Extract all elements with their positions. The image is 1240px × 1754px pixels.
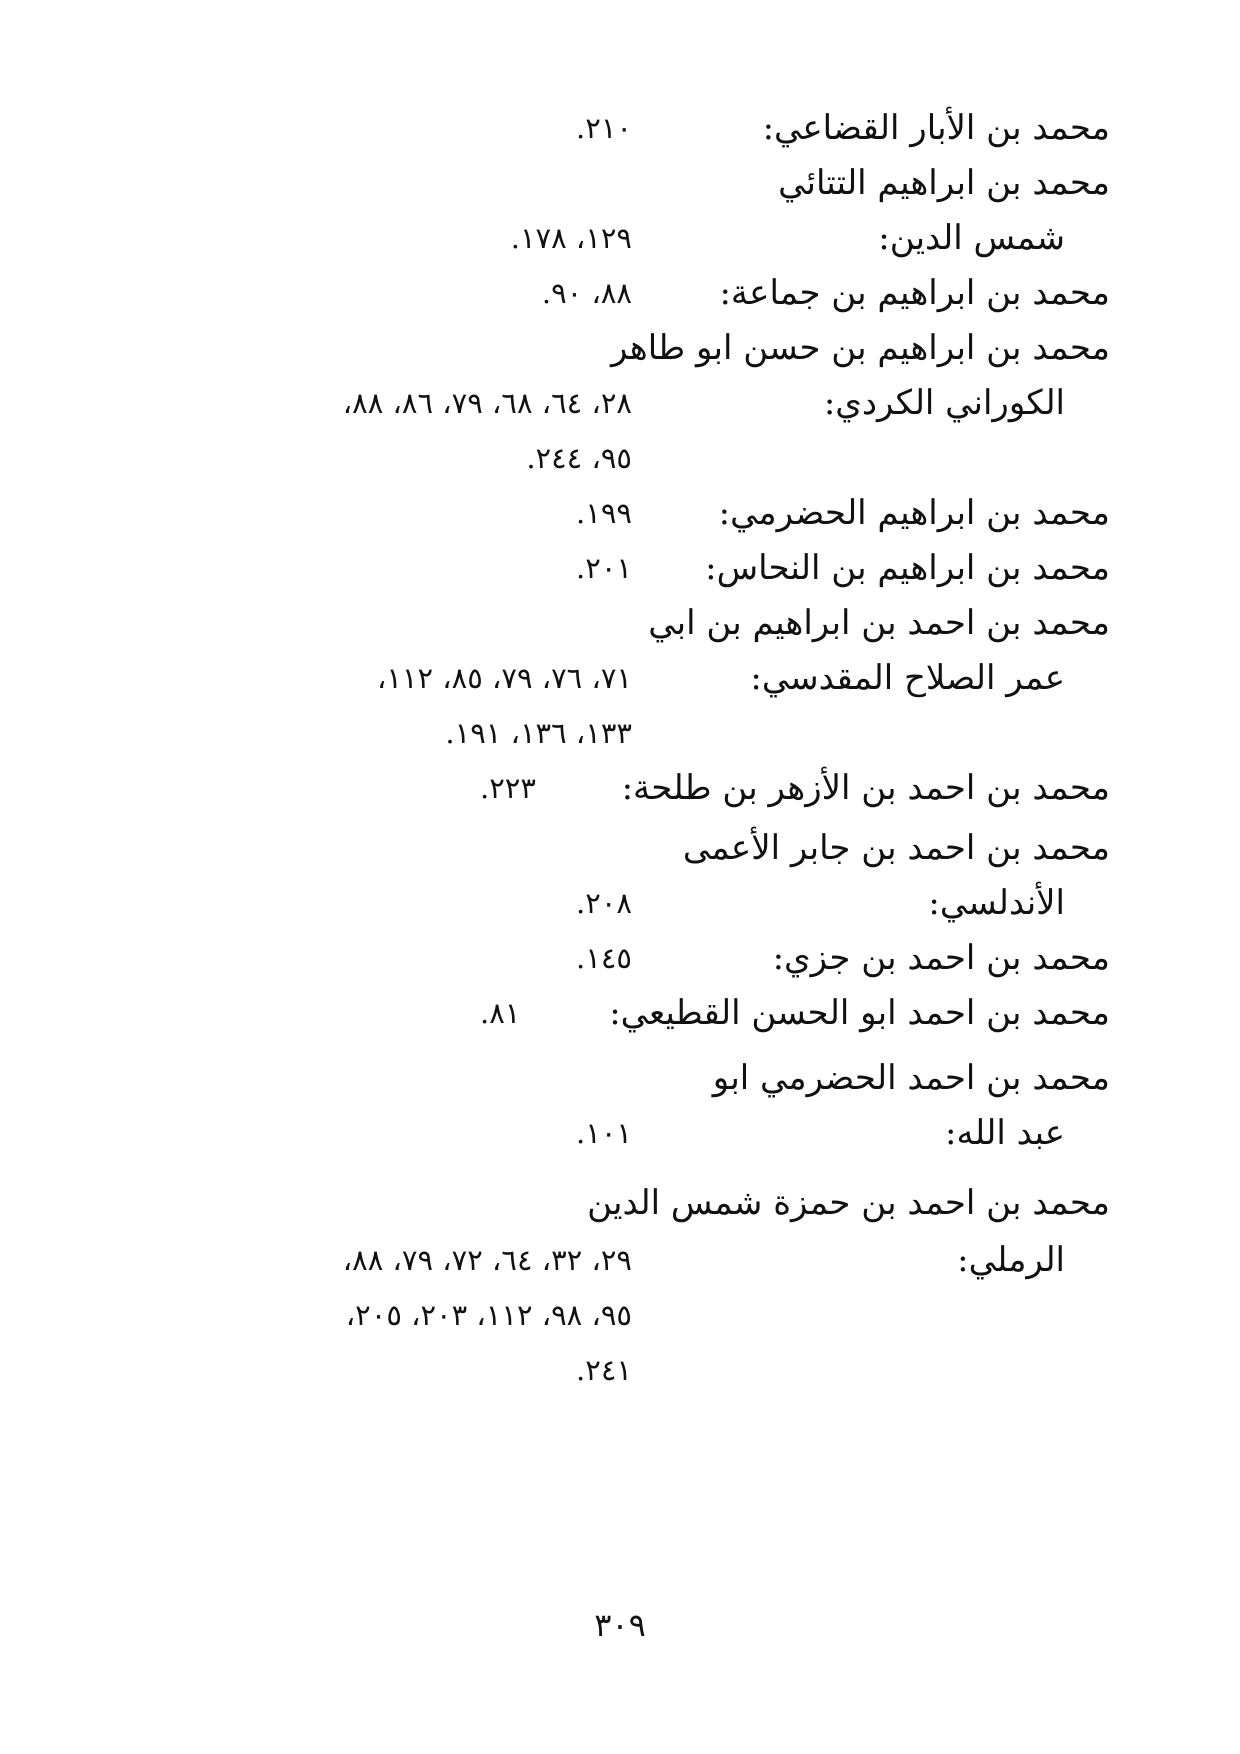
index-entry [0,593,1240,653]
entry-pages: ٢١٠. [576,111,632,145]
entry-name-continuation: عمر الصلاح المقدسي: [750,658,1065,698]
entry-pages: ١٩٩. [576,496,632,530]
index-entry [0,263,1240,323]
index-entry [0,1230,1240,1290]
index-entry [0,703,1240,763]
entry-name-continuation: الأندلسي: [928,883,1065,923]
entry-pages: ١٢٩، ١٧٨. [510,221,632,255]
index-entry [0,428,1240,488]
index-entry [0,1103,1240,1163]
entry-pages-continuation: ٩٥، ٢٤٤. [526,441,632,475]
index-entry [0,373,1240,433]
index-entry [0,1285,1240,1345]
entry-name-continuation: الرملي: [957,1240,1065,1280]
entry-name-continuation: شمس الدين: [878,218,1065,258]
entry-name: محمد بن احمد ابو الحسن القطيعي: [609,993,1110,1033]
page-number: ٣٠٩ [594,1606,646,1644]
entry-pages: ١٤٥. [576,941,632,975]
entry-pages: ٨٨، ٩٠. [541,276,632,310]
index-entry [0,873,1240,933]
index-entry [0,818,1240,878]
entry-name: محمد بن احمد بن ابراهيم بن ابي [648,603,1110,643]
index-entry [0,483,1240,543]
entry-name: محمد بن احمد الحضرمي ابو [712,1058,1110,1098]
entry-pages-continuation: ٢٤١. [576,1353,632,1387]
entry-pages: ٢٢٣. [480,771,536,805]
index-entry [0,928,1240,988]
entry-pages-continuation: ٩٥، ٩٨، ١١٢، ٢٠٣، ٢٠٥، [345,1298,632,1332]
entry-pages: ٢٠١. [576,551,632,585]
index-entry [0,983,1240,1043]
index-entry [0,1173,1240,1233]
entry-name: محمد بن ابراهيم بن جماعة: [719,273,1110,313]
entry-pages: ٧١، ٧٦، ٧٩، ٨٥، ١١٢، [376,661,632,695]
entry-pages: ٨١. [480,996,521,1030]
entry-name-continuation: الكوراني الكردي: [823,383,1065,423]
entry-name: محمد بن ابراهيم بن النحاس: [705,548,1110,588]
index-entry [0,648,1240,708]
entry-name: محمد بن احمد بن جزي: [772,938,1110,978]
entry-name: محمد بن احمد بن جابر الأعمى [682,828,1110,868]
index-entry [0,1340,1240,1400]
entry-name: محمد بن ابراهيم بن حسن ابو طاهر [611,328,1110,368]
index-entry [0,758,1240,818]
entry-name: محمد بن الأبار القضاعي: [762,108,1110,148]
entry-pages: ٢٠٨. [576,886,632,920]
entry-pages: ١٠١. [576,1116,632,1150]
entry-name: محمد بن احمد بن الأزهر بن طلحة: [621,768,1110,808]
entry-name: محمد بن ابراهيم الحضرمي: [718,493,1110,533]
index-entry [0,153,1240,213]
index-entry [0,98,1240,158]
index-entry [0,1048,1240,1108]
index-entry [0,208,1240,268]
entry-name: محمد بن ابراهيم التتائي [778,163,1110,203]
entry-pages: ٢٩، ٣٢، ٦٤، ٧٢، ٧٩، ٨٨، [342,1243,632,1277]
index-entry [0,318,1240,378]
entry-pages-continuation: ١٣٣، ١٣٦، ١٩١. [445,716,632,750]
index-entry [0,538,1240,598]
entry-name-continuation: عبد الله: [945,1113,1065,1153]
entry-pages: ٢٨، ٦٤، ٦٨، ٧٩، ٨٦، ٨٨، [342,386,632,420]
entry-name: محمد بن احمد بن حمزة شمس الدين [587,1183,1110,1223]
